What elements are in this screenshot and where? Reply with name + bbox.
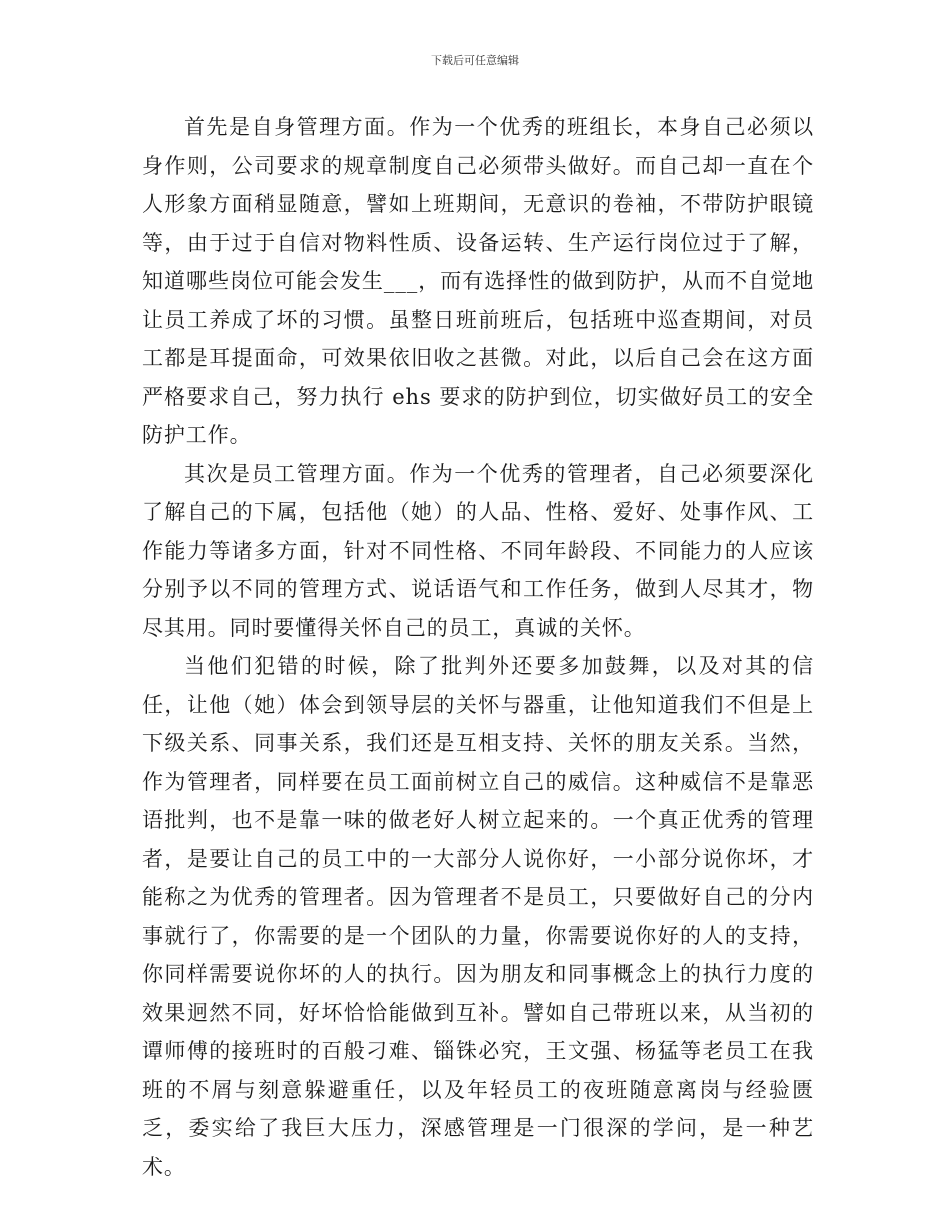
document-body — [142, 108, 814, 1186]
paragraph-self-management: 首先是自身管理方面。作为一个优秀的班组长，本身自己必须以身作则，公司要求的规章制度自己必须带头做好。而自己却一直在个人形象方面稍显随意，譬如上班期间，无意识的卷袖，不带防护眼镜等，由于过于自信对物料性质、设备运转、生产运行岗位过于了解，知道哪些岗位可能会发生___，而有选择性的做到防护，从而不自觉地让员工养成了坏的习惯。虽整日班前班后，包括班中巡查期间，对员工都是耳提面命，可效果依旧收之甚微。对此，以后自己会在这方面严格要求自己，努力执行 ehs 要求的防护到位，切实做好员工的安全防护工作。 — [142, 115, 814, 447]
paragraph-staff-management: 其次是员工管理方面。作为一个优秀的管理者，自己必须要深化了解自己的下属，包括他（她）的人品、性格、爱好、处事作风、工作能力等诸多方面，针对不同性格、不同年龄段、不同能力的人应该分别予以不同的管理方式、说话语气和工作任务，做到人尽其才，物尽其用。同时要懂得关怀自己的员工，真诚的关怀。 — [142, 461, 814, 640]
paragraph-encouragement: 当他们犯错的时候，除了批判外还要多加鼓舞，以及对其的信任，让他（她）体会到领导层的关怀与器重，让他知道我们不但是上下级关系、同事关系，我们还是互相支持、关怀的朋友关系。当然，作为管理者，同样要在员工面前树立自己的威信。这种威信不是靠恶语批判，也不是靠一味的做老好人树立起来的。一个真正优秀的管理者，是要让自己的员工中的一大部分人说你好，一小部分说你坏，才能称之为优秀的管理者。因为管理者不是员工，只要做好自己的分内事就行了，你需要的是一个团队的力量，你需要说你好的人的支持，你同样需要说你坏的人的执行。因为朋友和同事概念上的执行力度的效果迥然不同，好坏恰恰能做到互补。譬如自己带班以来，从当初的谭师傅的接班时的百般刁难、锱铢必究，王文强、杨猛等老员工在我班的不屑与刻意躲避重任，以及年轻员工的夜班随意离岗与经验匮乏，委实给了我巨大压力，深感管理是一门很深的学问，是一种艺术。 — [142, 654, 814, 1179]
page-header-note: 下载后可任意编辑 — [431, 54, 519, 67]
